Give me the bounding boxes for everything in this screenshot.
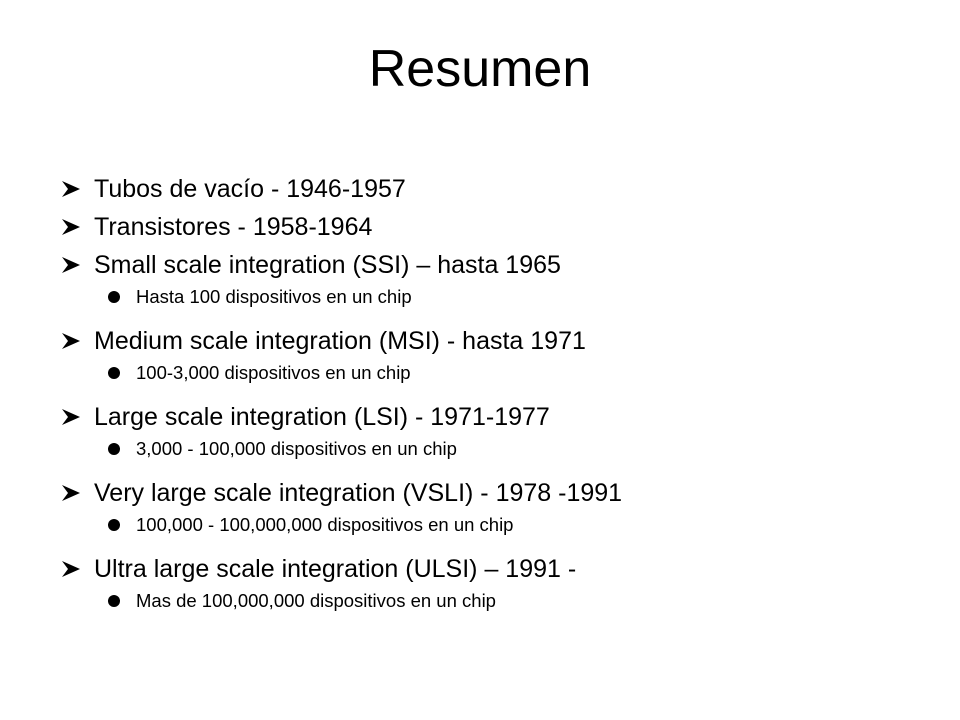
sub-list-item-label: 3,000 - 100,000 dispositivos en un chip bbox=[136, 438, 457, 459]
sub-list-item-label: Hasta 100 dispositivos en un chip bbox=[136, 286, 412, 307]
round-bullet-icon bbox=[108, 291, 120, 303]
list-item-label: Medium scale integration (MSI) - hasta 1971 bbox=[94, 327, 586, 355]
sub-list-item-label: Mas de 100,000,000 dispositivos en un chip bbox=[136, 590, 496, 611]
arrow-bullet-icon bbox=[62, 333, 80, 349]
arrow-bullet-icon bbox=[62, 485, 80, 501]
list-item-label: Tubos de vacío - 1946-1957 bbox=[94, 175, 406, 203]
round-bullet-icon bbox=[108, 595, 120, 607]
list-item bbox=[62, 170, 922, 208]
arrow-bullet-icon bbox=[62, 181, 80, 197]
sub-list-item bbox=[62, 434, 922, 474]
bullet-list bbox=[62, 170, 922, 626]
sub-list-item bbox=[62, 510, 922, 550]
list-item bbox=[62, 208, 922, 246]
list-item-label: Small scale integration (SSI) – hasta 1965 bbox=[94, 251, 561, 279]
sub-list-item-label: 100-3,000 dispositivos en un chip bbox=[136, 362, 411, 383]
slide-title: Resumen bbox=[368, 40, 592, 98]
list-item-label: Ultra large scale integration (ULSI) – 1991 - bbox=[94, 555, 577, 583]
sub-list-item bbox=[62, 282, 922, 322]
sub-list-item-label: 100,000 - 100,000,000 dispositivos en un chip bbox=[136, 514, 514, 535]
sub-list-item bbox=[62, 358, 922, 398]
arrow-bullet-icon bbox=[62, 219, 80, 235]
list-item bbox=[62, 550, 922, 588]
list-item bbox=[62, 398, 922, 436]
list-item bbox=[62, 246, 922, 284]
arrow-bullet-icon bbox=[62, 561, 80, 577]
list-item-label: Very large scale integration (VSLI) - 1978 -1991 bbox=[94, 479, 623, 507]
round-bullet-icon bbox=[108, 519, 120, 531]
sub-list-item bbox=[62, 586, 922, 626]
list-item-label: Large scale integration (LSI) - 1971-1977 bbox=[94, 403, 550, 431]
arrow-bullet-icon bbox=[62, 257, 80, 273]
list-item bbox=[62, 474, 922, 512]
round-bullet-icon bbox=[108, 367, 120, 379]
list-item bbox=[62, 322, 922, 360]
list-item-label: Transistores - 1958-1964 bbox=[94, 213, 373, 241]
round-bullet-icon bbox=[108, 443, 120, 455]
arrow-bullet-icon bbox=[62, 409, 80, 425]
